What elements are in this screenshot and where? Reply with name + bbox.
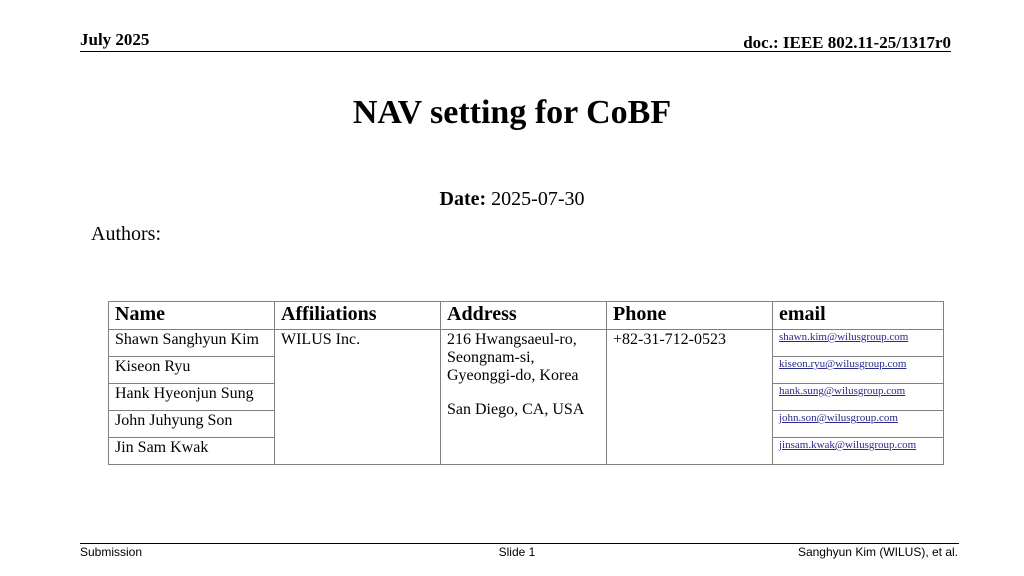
column-header-affiliations: Affiliations	[275, 302, 441, 330]
address-cell	[441, 330, 607, 465]
table-header-row	[109, 302, 944, 330]
author-name: Hank Hyeonjun Sung	[109, 384, 275, 411]
phone-cell: +82-31-712-0523	[607, 330, 773, 465]
email-link[interactable]: hank.sung@wilusgroup.com	[779, 385, 906, 397]
footer-author: Sanghyun Kim (WILUS), et al.	[797, 545, 958, 559]
date-value: 2025-07-30	[491, 188, 585, 210]
table-row	[109, 330, 944, 357]
footer-submission: Submission	[80, 545, 143, 559]
footer-slide-number: Slide 1	[498, 545, 536, 559]
header-divider	[80, 51, 951, 52]
column-header-name: Name	[109, 302, 275, 330]
header-date: July 2025	[80, 30, 150, 49]
address-line: Gyeonggi-do, Korea	[447, 367, 579, 384]
authors-label: Authors:	[91, 223, 161, 245]
author-name: Kiseon Ryu	[109, 357, 275, 384]
author-email[interactable]	[773, 438, 944, 465]
author-email[interactable]	[773, 384, 944, 411]
column-header-email: email	[773, 302, 944, 330]
email-link[interactable]: shawn.kim@wilusgroup.com	[779, 331, 909, 343]
address-line: 216 Hwangsaeul-ro,	[447, 331, 577, 348]
email-link[interactable]: jinsam.kwak@wilusgroup.com	[779, 439, 917, 451]
email-link[interactable]: john.son@wilusgroup.com	[779, 412, 898, 424]
column-header-address: Address	[441, 302, 607, 330]
column-header-phone: Phone	[607, 302, 773, 330]
address-line: Seongnam-si,	[447, 349, 535, 366]
author-name: Jin Sam Kwak	[109, 438, 275, 465]
header-doc-id: doc.: IEEE 802.11-25/1317r0	[743, 33, 951, 52]
date-line	[0, 188, 1024, 211]
author-email[interactable]	[773, 330, 944, 357]
address-line-extra: San Diego, CA, USA	[447, 401, 585, 418]
authors-table	[108, 301, 944, 465]
author-name: Shawn Sanghyun Kim	[109, 330, 275, 357]
footer-divider	[80, 543, 959, 544]
date-label: Date:	[439, 188, 487, 210]
author-name: John Juhyung Son	[109, 411, 275, 438]
author-email[interactable]	[773, 357, 944, 384]
email-link[interactable]: kiseon.ryu@wilusgroup.com	[779, 358, 907, 370]
slide-title: NAV setting for CoBF	[352, 94, 672, 131]
author-email[interactable]	[773, 411, 944, 438]
affiliation-cell: WILUS Inc.	[275, 330, 441, 465]
